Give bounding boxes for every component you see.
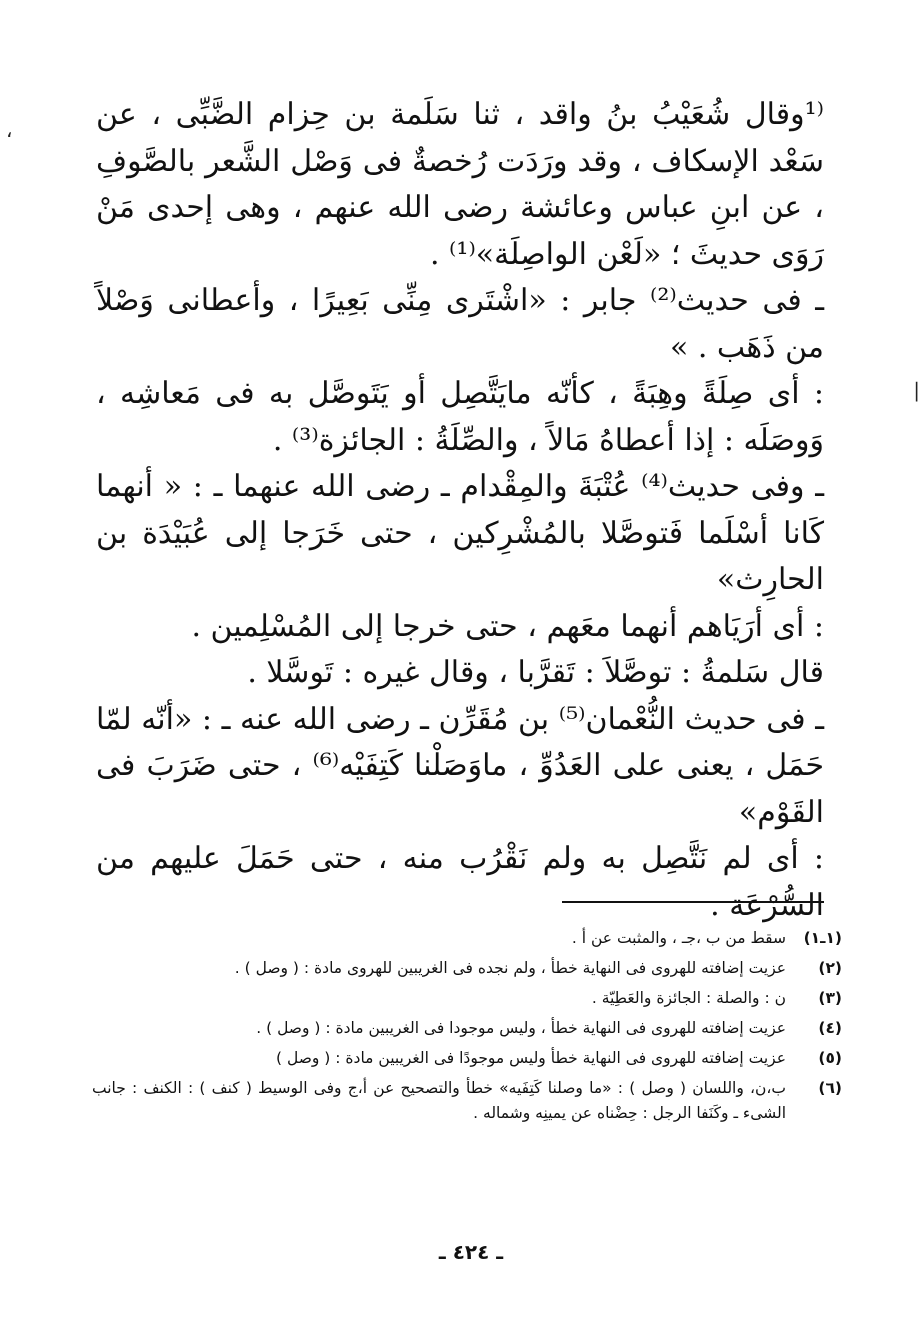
footnote-item xyxy=(92,1076,842,1126)
left-margin-mark: ، xyxy=(6,118,13,142)
footnote-item xyxy=(92,1016,842,1041)
footnote-number: (٣) xyxy=(818,989,842,1007)
paragraph-5: : أى أرَيَاهم أنهما معَهم ، حتى خرجا إلى المُسْلِمين . xyxy=(191,608,824,644)
footnote-item xyxy=(92,986,842,1011)
page-number: ـ ٤٢٤ ـ xyxy=(438,1240,504,1264)
right-margin-mark: | xyxy=(913,378,920,402)
footnote-number: (٤) xyxy=(818,1019,842,1037)
footnote-item xyxy=(92,926,842,951)
footnote-divider xyxy=(562,901,824,903)
paragraph-6: قال سَلمةُ : توصَّلاَ : تَقرَّبا ، وقال غيره : تَوسَّلا . xyxy=(247,655,824,690)
footnote-number: (٢) xyxy=(818,959,842,977)
footnote-text: ن : والصلة : الجائزة والعَطِيّة . xyxy=(591,989,786,1007)
paragraph-3: : أى صِلَةً وهِبَةً ، كأنّه مايَتَّصِل أو يَتَوصَّل به فى مَعاشِه ، وَوصَلَه : إذا أعطاهُ مَالاً ، والصِّلَةُ : الجائزة⁽³⁾ . xyxy=(96,376,824,458)
footnote-item xyxy=(92,1046,842,1071)
footnote-number: (١ـ١) xyxy=(803,929,842,947)
main-text-body xyxy=(96,92,824,929)
footnote-text: عزيت إضافته للهروى فى النهاية خطأ وليس موجودًا فى الغريبين مادة : ( وصل ) xyxy=(276,1049,786,1067)
paragraph-4: ـ وفى حديث⁽⁴⁾ عُتْبَةَ والمِقْدام ـ رضى الله عنهما ـ : « أنهما كَانا أسْلَما فَتوصَّلا بالمُشْرِكين ، حتى خَرَجا إلى عُبَيْدَة بن الحارِث» xyxy=(96,469,824,597)
paragraph-8: : أى لم نَتَّصِل به ولم نَقْرُب منه ، حتى حَمَلَ عليهم من السُّرْعَة . xyxy=(96,841,824,923)
paragraph-7: ـ فى حديث النُّعْمان⁽⁵⁾ بن مُقَرِّن ـ رضى الله عنه ـ : «أنّه لمّا حَمَل ، يعنى على العَدُوِّ ، ماوَصَلْنا كَتِفَيْه⁽⁶⁾ ، حتى ضَرَبَ فى القَوْم» xyxy=(96,701,825,830)
footnote-number: (٦) xyxy=(818,1079,842,1097)
footnote-text: سقط من ب ،جـ ، والمثبت عن أ . xyxy=(571,929,786,947)
footnote-text: ب،ن، واللسان ( وصل ) : «ما وصلنا كَتِفَيه» خطأ والتصحيح عن أ،ج وفى الوسيط ( كنف ) : الكنف : جانب الشىء ـ وكَنَفا الرجل : حِضْناه عن يمينِه وشماله . xyxy=(92,1079,786,1122)
footnote-text: عزيت إضافته للهروى فى النهاية خطأ ، ولم نجده فى الغريبين للهروى مادة : ( وصل ) . xyxy=(234,959,786,977)
footnote-item xyxy=(92,956,842,981)
paragraph-1: ⁽¹وقال شُعَيْبُ بنُ واقد ، ثنا سَلَمة بن حِزام الضَّبِّى ، عن سَعْد الإسكاف ، وقد ورَدَت رُخصةٌ فى وَصْل الشَّعر بالصَّوفِ ، عن ابنِ عباس وعائشة رضى الله عنهم ، وهى إحدى مَنْ رَوَى حديثَ ؛ «لَعْن الواصِلَة»⁽¹⁾ . xyxy=(96,97,824,272)
footnote-number: (٥) xyxy=(818,1049,842,1067)
footnote-text: عزيت إضافته للهروى فى النهاية خطأ ، وليس موجودا فى الغريبين مادة : ( وصل ) . xyxy=(256,1019,786,1037)
paragraph-2: ـ فى حديث⁽²⁾ جابر : «اشْتَرى مِنِّى بَعِيرًا ، وأعطانى وَصْلاً من ذَهَب . » xyxy=(96,283,824,365)
footnotes-section xyxy=(92,926,842,1131)
